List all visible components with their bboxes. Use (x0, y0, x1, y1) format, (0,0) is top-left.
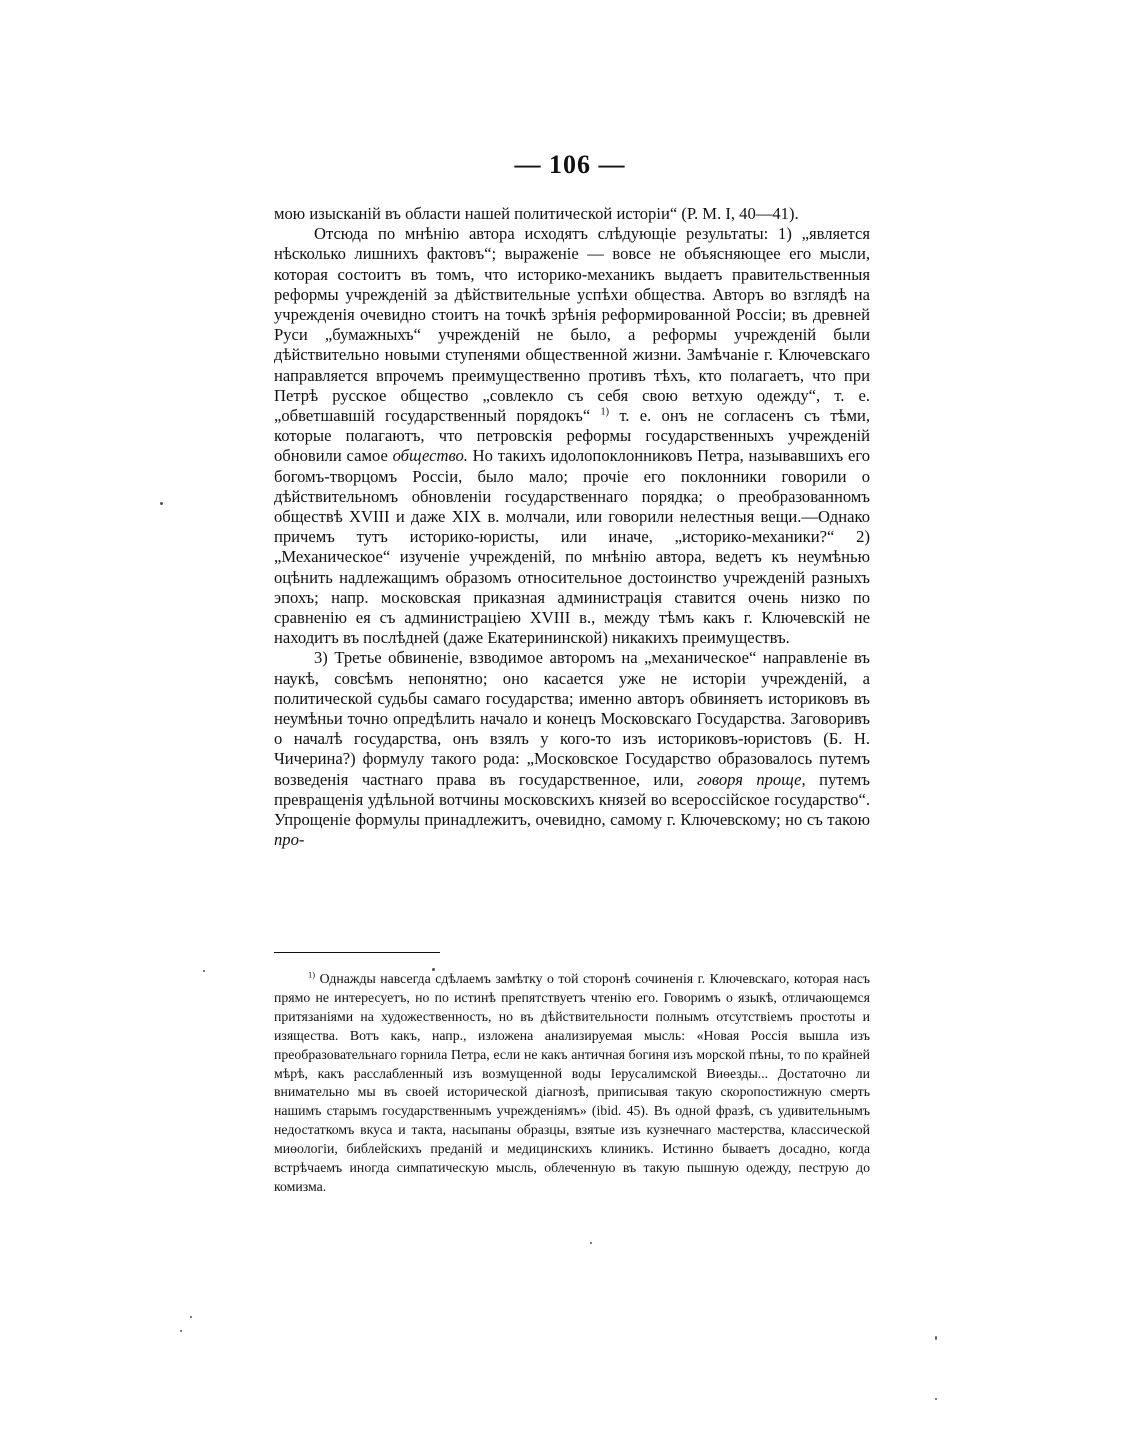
scan-speck (180, 1330, 182, 1332)
scan-speck (190, 1316, 192, 1318)
scan-speck (935, 1336, 937, 1340)
paragraph-1 (274, 204, 870, 224)
footnote-reference[interactable]: 1) (600, 406, 610, 418)
emphasis-obshchestvo: общество. (392, 446, 468, 466)
emphasis-govorya-proshche: говоря проще, (697, 769, 806, 789)
paragraph-3-text: 3) Третье обвиненіе, взводимое авторомъ на „механическое“ направленіе въ наукѣ, совсѣмъ непонятно; оно касается уже не исторіи учрежденій, а политической судьбы самаго государства; именно авторъ обвиняетъ историковъ въ неумѣньи точно опредѣлить начало и конецъ Московскаго Государства. Заговоривъ о началѣ государства, онъ взялъ у кого-то изъ историковъ-юристовъ (Б. Н. Чичерина?) формулу такого рода: „Московское Государство образовалось путемъ возведенія частнаго права въ государственное, или, (274, 648, 870, 789)
footnote (274, 970, 870, 1197)
emphasis-hyphen-pro: про- (274, 830, 305, 850)
scan-speck (590, 1242, 592, 1244)
footnote-marker: 1) (308, 969, 316, 980)
footnote-text: Однажды навсегда сдѣлаемъ замѣтку о той сторонѣ сочиненія г. Ключевскаго, которая насъ прямо не интересуетъ, но по истинѣ препятствуетъ чтенію его. Говоримъ о языкѣ, отличающемся притязаніями на художественность, но въ дѣйствительности полнымъ отсутствіемъ простоты и изящества. Вотъ какъ, напр., изложена анализируемая мысль: «Новая Россія вышла изъ преобразовательнаго горнила Петра, если не какъ античная богиня изъ морской пѣны, то по крайней мѣрѣ, какъ расслабленный изъ возмущенной воды Іерусалимской Виѳезды... Достаточно ли внимательно мы въ своей исторической діагнозѣ, приписывая такую скоропостижную смерть нашимъ старымъ государственнымъ учрежденіямъ» (ibid. 45). Въ одной фразѣ, съ удивительнымъ недостаткомъ вкуса и такта, насыпаны образцы, взятые изъ кузнечнаго мастерства, классической миѳологіи, библейскихъ преданій и медицинскихъ клиникъ. Истинно бываетъ досадно, когда встрѣчаемъ иногда симпатическую мысль, облеченную въ такую пышную одежду, пеструю до комизма. (274, 971, 870, 1194)
paragraph-2 (274, 224, 870, 648)
scan-speck (432, 968, 435, 971)
footnote-divider (274, 952, 440, 953)
scan-speck (203, 970, 205, 972)
paragraph-3 (274, 648, 870, 850)
scan-speck (160, 502, 163, 505)
page-number: — 106 — (514, 150, 626, 179)
paragraph-1-text: мою изысканій въ области нашей политической исторіи“ (Р. М. I, 40—41). (274, 204, 799, 223)
scan-speck (935, 1398, 937, 1400)
paragraph-2-text-continued: т. е. онъ не согласенъ съ тѣми, которые полагаютъ, что петровскія реформы государственныхъ учрежденій обновили самое (274, 406, 871, 466)
main-text (274, 204, 870, 851)
paragraph-2-text-end: Но такихъ идолопоклонниковъ Петра, называвшихъ его богомъ-творцомъ Россіи, было мало; прочіе его поклонники говорили о дѣйствительномъ обновленіи государственнаго порядка; о преобразованномъ обществѣ XVIII и даже XIX в. молчали, или говорили нелестныя вещи.—Однако причемъ тутъ историко-юристы, или иначе, „историко-механики?“ 2) „Механическое“ изученіе учрежденій, по мнѣнію автора, ведетъ къ неумѣнью оцѣнить надлежащимъ образомъ относительное достоинство учрежденій разныхъ эпохъ; напр. московская приказная администрація ставится очень низко по сравненію ея съ администраціею XVIII в., между тѣмъ какъ г. Ключевскій не находитъ въ послѣдней (даже Екатерининской) никакихъ преимуществъ. (274, 446, 871, 648)
paragraph-2-text: Отсюда по мнѣнію автора исходятъ слѣдующіе результаты: 1) „является нѣсколько лишнихъ фактовъ“; выраженіе — вовсе не объясняющее его мысли, которая состоитъ въ томъ, что историко-механикъ выдаетъ правительственныя реформы учрежденій за дѣйствительные успѣхи общества. Авторъ во взглядѣ на учрежденія очевидно стоитъ на точкѣ зрѣнія реформированной Россіи; въ древней Руси „бумажныхъ“ учрежденій не было, а реформы учрежденій были дѣйствительно новыми ступенями общественной жизни. Замѣчаніе г. Ключевскаго направляется впрочемъ преимущественно противъ тѣхъ, кто полагаетъ, что при Петрѣ русское общество „совлекло съ себя свою ветхую одежду“, т. е. „обветшавшій государственный порядокъ“ (274, 224, 870, 426)
paragraph-3-text-continued: путемъ превращенія удѣльной вотчины московскихъ князей во всероссійское государство“. Упрощеніе формулы принадлежитъ, очевидно, самому г. Ключевскому; но съ такою (274, 769, 870, 830)
